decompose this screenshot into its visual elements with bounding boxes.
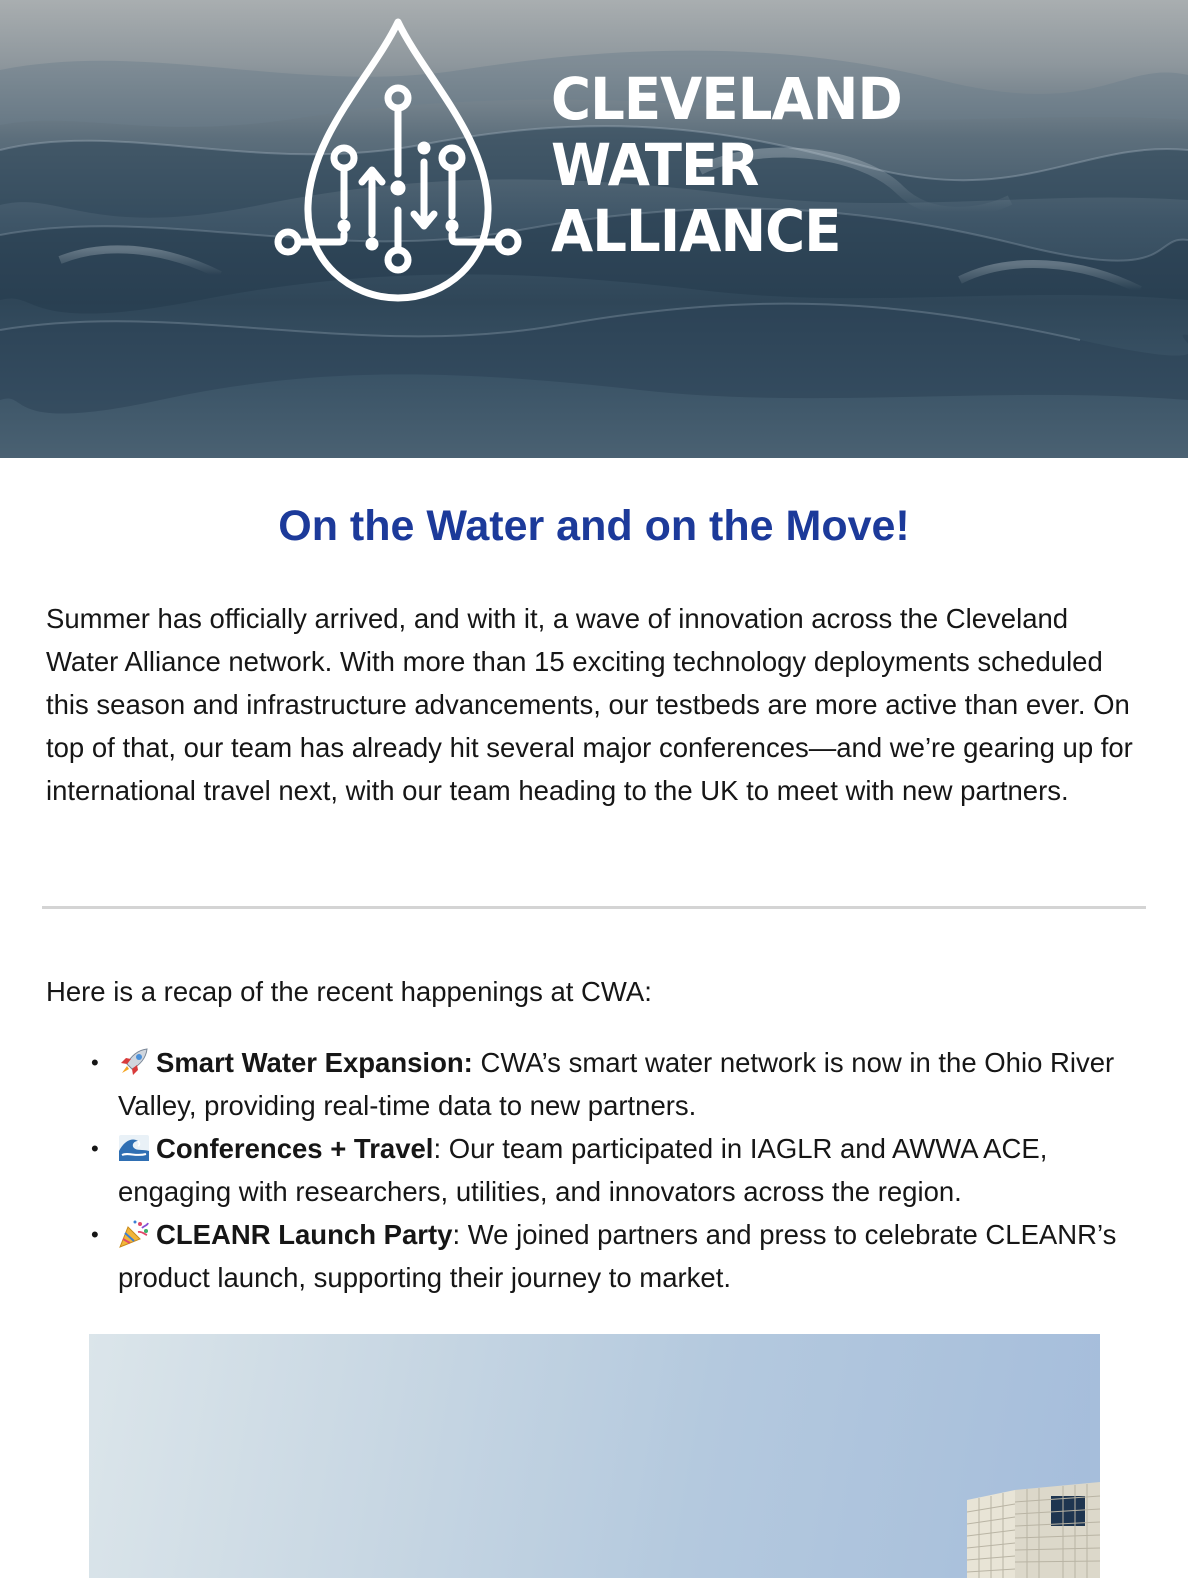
intro-paragraph: Summer has officially arrived, and with it, a wave of innovation across the Cleveland Water Alliance network. With more than 15 exciting technology deployments scheduled this season and infrastructure advancements, our testbeds are more active than ever. On top of that, our team has already hit several major conferences—and we’re gearing up for international travel next, with our team heading to the UK to meet with new partners.	[46, 603, 1133, 806]
logo-line-2: WATER	[551, 131, 759, 199]
recap-intro: Here is a recap of the recent happenings at CWA:	[46, 976, 652, 1007]
highlight-title: Conferences + Travel	[156, 1133, 434, 1164]
rocket-icon	[118, 1047, 150, 1077]
highlights-list	[91, 1041, 1128, 1299]
city-skyline-photo	[89, 1334, 1100, 1578]
wave-icon	[118, 1133, 150, 1163]
section-divider	[42, 906, 1146, 909]
bullet-icon: •	[91, 1136, 99, 1161]
highlight-text: CWA’s smart water network is now in the Ohio River Valley, providing real-time data to new partners.	[118, 1047, 1115, 1121]
logo-line-1: CLEVELAND	[551, 65, 902, 133]
highlight-title: CLEANR Launch Party	[156, 1219, 453, 1250]
hero-banner	[0, 0, 1188, 458]
bullet-icon: •	[91, 1222, 99, 1247]
list-item	[91, 1041, 1128, 1127]
highlight-text: : We joined partners and press to celebrate CLEANR’s product launch, supporting their journey to market.	[118, 1219, 1117, 1293]
highlight-title: Smart Water Expansion:	[156, 1047, 473, 1078]
bullet-icon: •	[91, 1050, 99, 1075]
logo-wordmark	[551, 66, 902, 264]
list-item	[91, 1127, 1128, 1213]
newsletter-headline: On the Water and on the Move!	[278, 502, 910, 550]
water-drop-circuit-icon	[274, 16, 522, 306]
building-image	[967, 1462, 1100, 1578]
highlight-text: : Our team participated in IAGLR and AWWA ACE, engaging with researchers, utilities, and innovators across the region.	[118, 1133, 1048, 1207]
party-popper-icon	[118, 1219, 150, 1249]
list-item	[91, 1213, 1128, 1299]
logo-line-3: ALLIANCE	[551, 197, 841, 265]
